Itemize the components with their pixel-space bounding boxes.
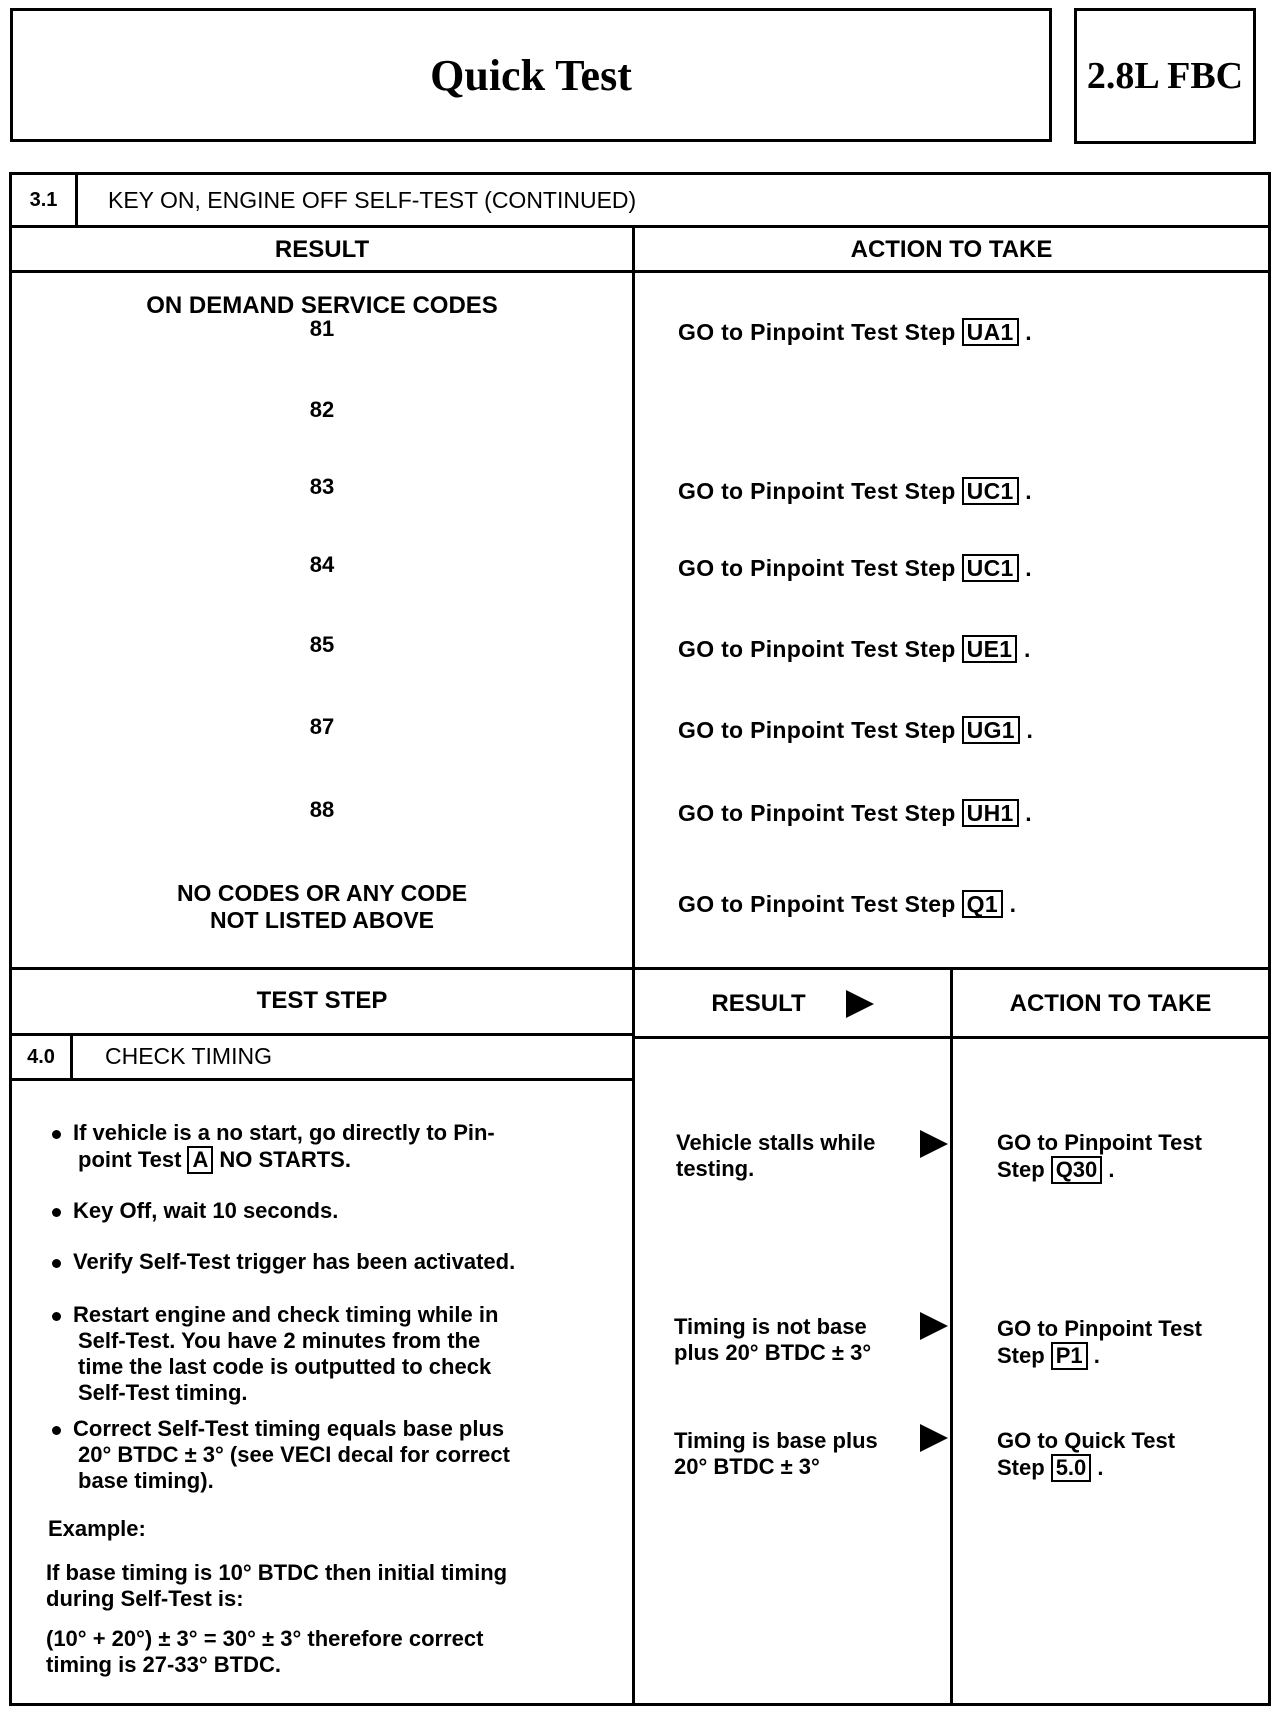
- action-88: GO to Pinpoint Test Step UH1 .: [678, 800, 1032, 826]
- ref-uc1-b: UC1: [962, 554, 1019, 582]
- arrow-icon: [920, 1312, 948, 1340]
- result-base: Timing is base plus 20° BTDC ± 3°: [674, 1428, 878, 1479]
- ref-p1: P1: [1051, 1342, 1088, 1370]
- section-40-title: CHECK TIMING: [105, 1043, 272, 1069]
- col-header-result: RESULT: [274, 236, 370, 263]
- action-85: GO to Pinpoint Test Step UE1 .: [678, 636, 1031, 662]
- title-box: [10, 8, 1052, 142]
- bullet-1: If vehicle is a no start, go directly to Pin- point Test A NO STARTS.: [52, 1120, 612, 1174]
- ref-q1: Q1: [962, 890, 1003, 918]
- step-number-40: 4.0: [27, 1045, 55, 1068]
- col-header-result-40: RESULT: [711, 990, 806, 1017]
- code-81: 81: [309, 316, 335, 341]
- action-84: GO to Pinpoint Test Step UC1 .: [678, 555, 1032, 581]
- section-31-title: KEY ON, ENGINE OFF SELF-TEST (CONTINUED): [108, 187, 637, 213]
- code-85: 85: [309, 632, 335, 657]
- ref-a: A: [187, 1146, 213, 1174]
- page-title: Quick Test: [430, 50, 632, 100]
- ref-ug1: UG1: [962, 716, 1020, 744]
- bullet-3: Verify Self-Test trigger has been activated.: [52, 1249, 612, 1275]
- ref-uc1-a: UC1: [962, 477, 1019, 505]
- action-83: GO to Pinpoint Test Step UC1 .: [678, 478, 1032, 504]
- action-stalls: GO to Pinpoint Test Step Q30 .: [997, 1130, 1202, 1182]
- engine-box: [1074, 8, 1256, 144]
- col-header-test-step: TEST STEP: [256, 987, 388, 1014]
- step-number-31: 3.1: [29, 188, 58, 211]
- example-calc: (10° + 20°) ± 3° = 30° ± 3° therefore correct timing is 27-33° BTDC.: [46, 1626, 484, 1677]
- code-88: 88: [309, 797, 335, 822]
- ref-q30: Q30: [1051, 1156, 1103, 1184]
- nocode-line1: NO CODES OR ANY CODE: [176, 880, 468, 906]
- code-83: 83: [309, 474, 335, 499]
- ref-uh1: UH1: [962, 799, 1019, 827]
- example-text: If base timing is 10° BTDC then initial timing during Self-Test is:: [46, 1560, 508, 1611]
- arrow-icon: [920, 1130, 948, 1158]
- bullet-5: Correct Self-Test timing equals base plus 20° BTDC ± 3° (see VECI decal for correct base timing).: [52, 1416, 612, 1494]
- ref-ue1: UE1: [962, 635, 1018, 663]
- action-81: GO to Pinpoint Test Step UA1 .: [678, 319, 1032, 345]
- ref-ua1: UA1: [962, 318, 1019, 346]
- action-87: GO to Pinpoint Test Step UG1 .: [678, 717, 1034, 743]
- col-header-action: ACTION TO TAKE: [850, 236, 1053, 263]
- example-label: Example:: [48, 1516, 146, 1541]
- bullet-4: Restart engine and check timing while in Self-Test. You have 2 minutes from the time the last code is outputted to check Self-Test timing.: [52, 1302, 612, 1406]
- code-84: 84: [309, 552, 335, 577]
- bullet-2: Key Off, wait 10 seconds.: [52, 1198, 612, 1224]
- codes-heading: ON DEMAND SERVICE CODES: [146, 292, 498, 319]
- nocode-line2: NOT LISTED ABOVE: [209, 907, 435, 933]
- ref-5-0: 5.0: [1051, 1454, 1092, 1482]
- col-header-action-40: ACTION TO TAKE: [1009, 990, 1212, 1017]
- result-not-base: Timing is not base plus 20° BTDC ± 3°: [674, 1314, 872, 1365]
- engine-label: 2.8L FBC: [1086, 55, 1244, 97]
- arrow-icon: [920, 1424, 948, 1452]
- action-not-base: GO to Pinpoint Test Step P1 .: [997, 1316, 1202, 1368]
- action-nocode: GO to Pinpoint Test Step Q1 .: [678, 891, 1017, 917]
- arrow-icon: [846, 990, 874, 1018]
- action-base: GO to Quick Test Step 5.0 .: [997, 1428, 1176, 1480]
- code-82: 82: [309, 397, 335, 422]
- code-87: 87: [309, 714, 335, 739]
- result-stalls: Vehicle stalls while testing.: [676, 1130, 876, 1181]
